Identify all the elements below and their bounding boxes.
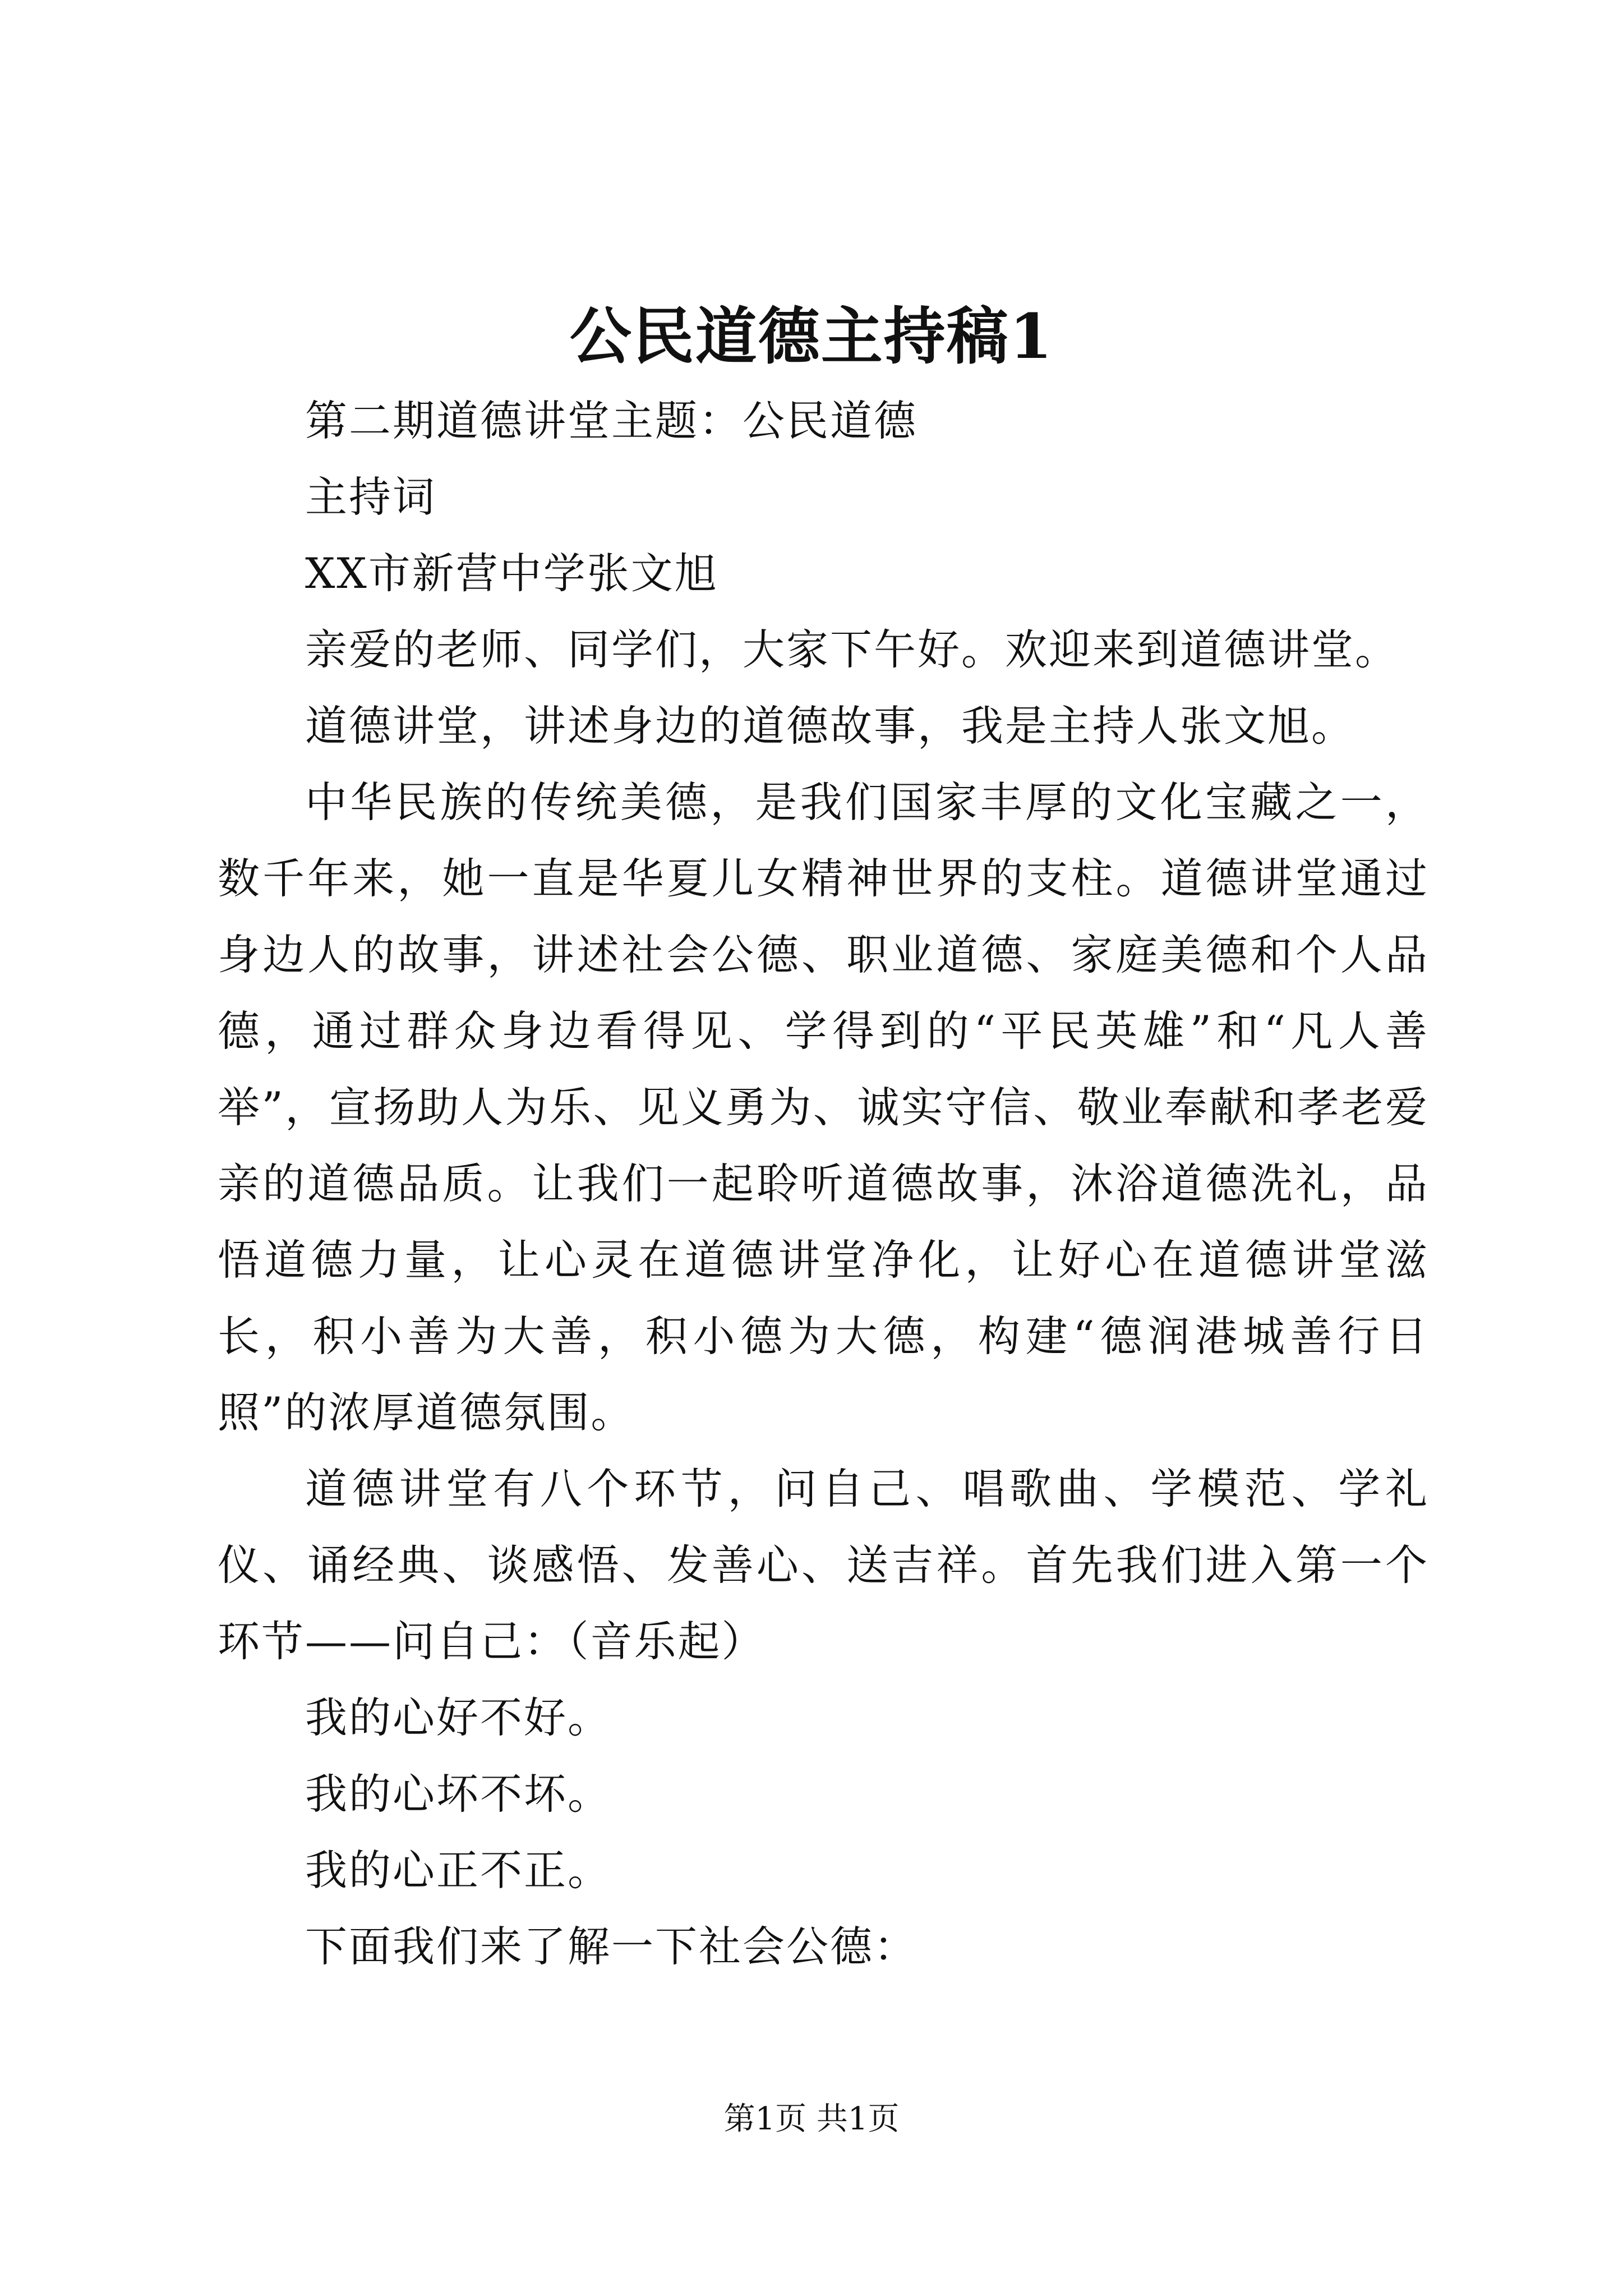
paragraph-social-morality: 下面我们来了解一下社会公德： <box>305 1922 918 1971</box>
document-body <box>218 383 1429 1985</box>
paragraph-question-3: 我的心正不正。 <box>305 1846 612 1895</box>
document-title: 公民道德主持稿1 <box>569 300 1054 372</box>
paragraph-theme: 第二期道德讲堂主题：公民道德 <box>305 396 918 445</box>
paragraph-tradition: 中华民族的传统美德，是我们国家丰厚的文化宝藏之一，数千年来，她一直是华夏儿女精神世界的支柱。道德讲堂通过身边人的故事，讲述社会公德、职业道德、家庭美德和个人品德，通过群众身边看得见、学得到的“平民英雄”和“凡人善举”，宣扬助人为乐、见义勇为、诚实守信、敬业奉献和孝老爱亲的道德品质。让我们一起聆听道德故事，沐浴道德洗礼，品悟道德力量，让心灵在道德讲堂净化，让好心在道德讲堂滋长，积小善为大善，积小德为大德，构建“德润港城善行日照”的浓厚道德氛围。 <box>218 777 1429 1437</box>
paragraph-question-2: 我的心坏不坏。 <box>305 1769 612 1819</box>
paragraph-host-words: 主持词 <box>305 472 437 522</box>
paragraph-author: XX市新营中学张文旭 <box>305 549 718 598</box>
paragraph-intro: 道德讲堂，讲述身边的道德故事，我是主持人张文旭。 <box>305 701 1355 751</box>
page-footer: 第1页 共1页 <box>723 2101 900 2137</box>
paragraph-question-1: 我的心好不好。 <box>305 1693 612 1742</box>
paragraph-eight-steps: 道德讲堂有八个环节，问自己、唱歌曲、学模范、学礼仪、诵经典、谈感悟、发善心、送吉祥。首先我们进入第一个环节——问自己：（音乐起） <box>218 1464 1429 1666</box>
paragraph-greeting: 亲爱的老师、同学们，大家下午好。欢迎来到道德讲堂。 <box>305 625 1399 674</box>
